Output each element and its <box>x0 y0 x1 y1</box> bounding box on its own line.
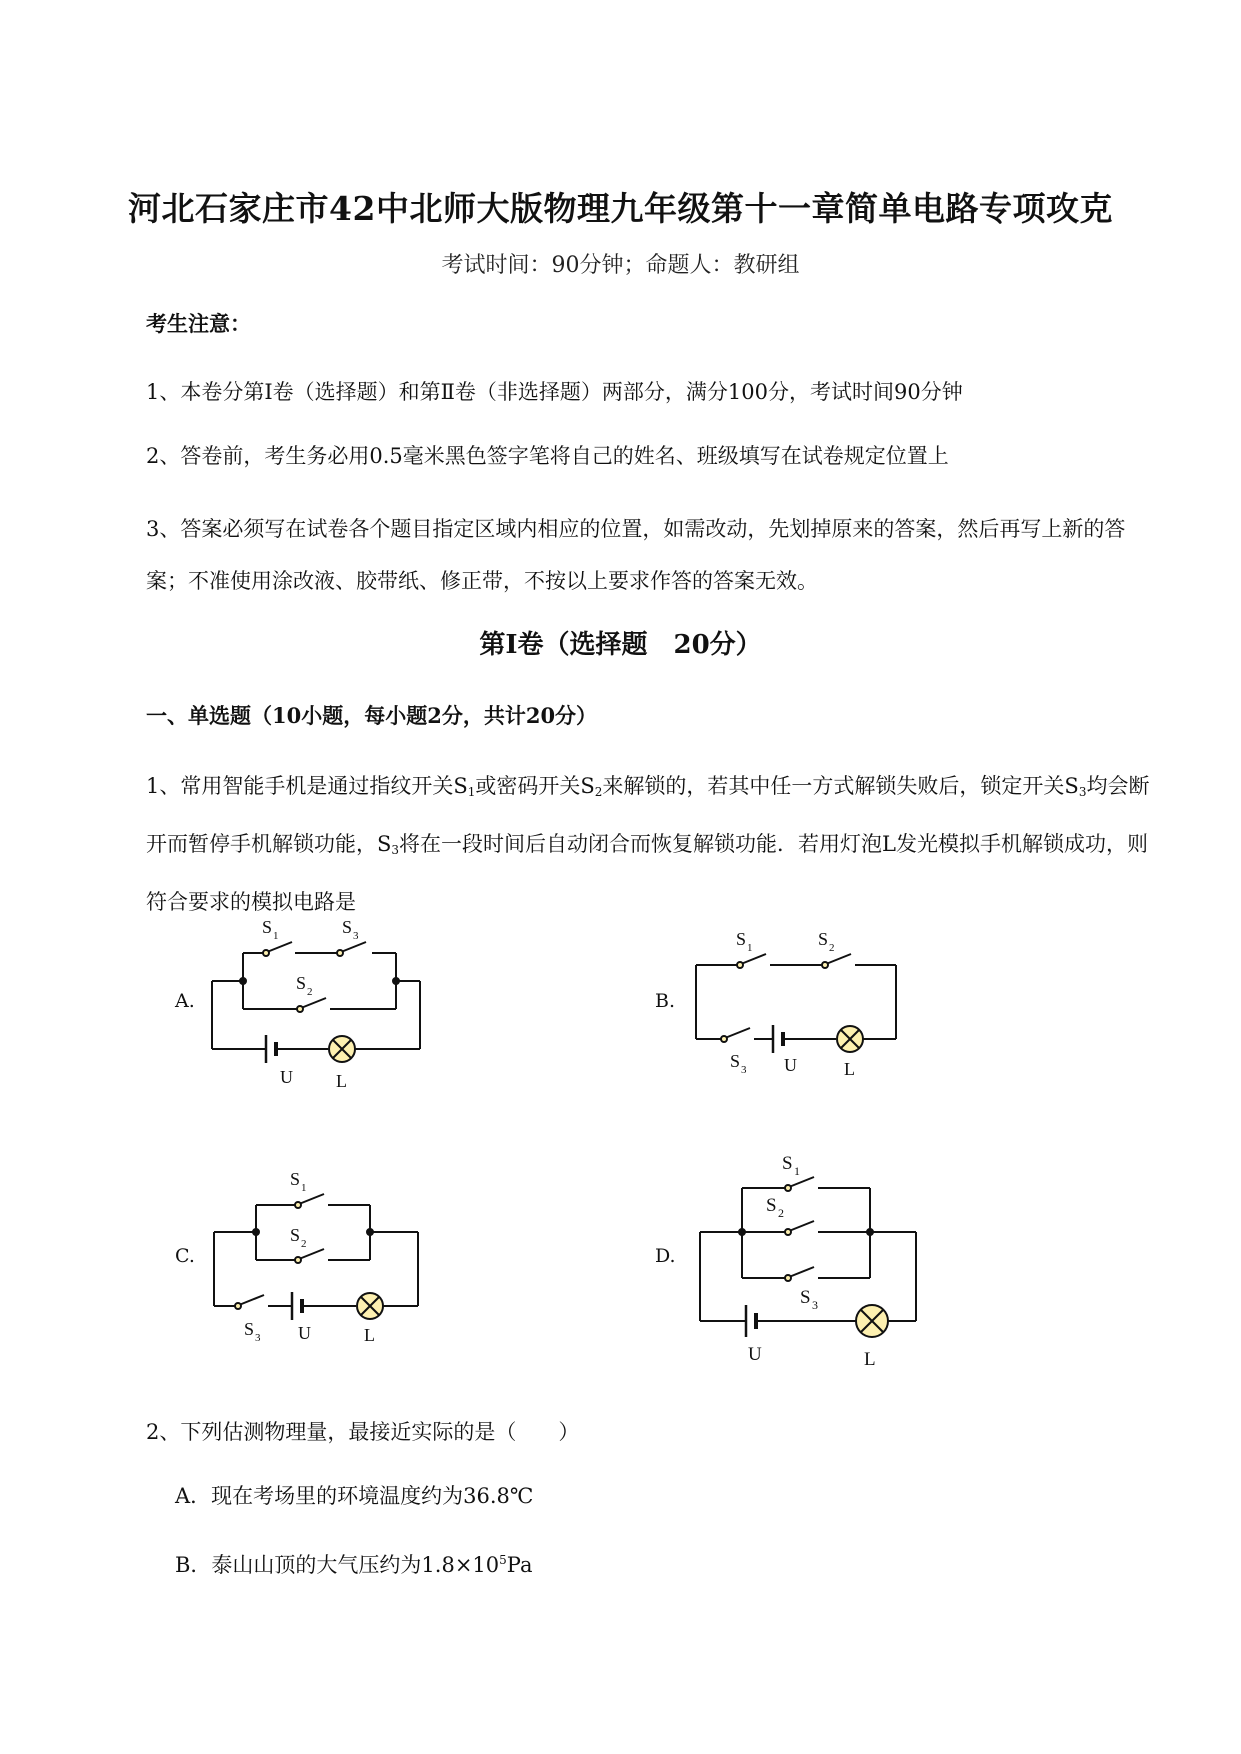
exam-info: 考试时间：90分钟；命题人：教研组 <box>441 253 800 278</box>
option-d-label: D. <box>655 1245 676 1267</box>
question-1-stem: 1、常用智能手机是通过指纹开关$S_1$或密码开关$S_2$来解锁的，若其中任一方式解锁失败后，锁定开关$S_3$均会断开而暂停手机解锁功能，$S_3$将在一段时间后自动闭合而恢复解锁功能．若用灯泡L发光模拟手机解锁成功，则符合要求的模拟电路是 <box>146 774 1150 914</box>
svg-text:L: L <box>364 1325 375 1345</box>
svg-text:U: U <box>748 1344 762 1365</box>
option-c-label: C. <box>175 1245 195 1267</box>
svg-text:3: 3 <box>741 1064 747 1076</box>
circuit-diagram-c <box>200 1155 440 1355</box>
option-a-label: A. <box>175 990 195 1012</box>
svg-text:S: S <box>342 917 353 937</box>
svg-text:S: S <box>736 929 747 949</box>
svg-text:U: U <box>280 1067 293 1087</box>
svg-text:1: 1 <box>273 930 279 942</box>
svg-text:S: S <box>782 1153 793 1174</box>
circuit-diagram-a <box>200 905 440 1095</box>
svg-text:1: 1 <box>794 1164 800 1178</box>
notice-item-1: 1、本卷分第I卷（选择题）和第Ⅱ卷（非选择题）两部分，满分100分，考试时间90分钟 <box>146 380 963 404</box>
notice-item-2: 2、答卷前，考生务必用0.5毫米黑色签字笔将自己的姓名、班级填写在试卷规定位置上 <box>146 444 949 468</box>
svg-text:3: 3 <box>255 1332 261 1344</box>
svg-text:L: L <box>864 1349 876 1370</box>
svg-text:S: S <box>766 1195 777 1216</box>
svg-text:L: L <box>336 1071 347 1091</box>
question-2-option-a: A．现在考场里的环境温度约为36.8℃ <box>175 1484 534 1508</box>
option-b-label: B. <box>655 990 676 1012</box>
svg-text:2: 2 <box>301 1238 307 1250</box>
notice-heading: 考生注意： <box>146 311 251 336</box>
svg-text:3: 3 <box>812 1298 818 1312</box>
svg-text:2: 2 <box>829 942 835 954</box>
circuit-diagram-d <box>680 1135 940 1375</box>
svg-text:1: 1 <box>301 1182 307 1194</box>
svg-text:S: S <box>290 1169 301 1189</box>
svg-text:S: S <box>800 1287 811 1308</box>
question-2-option-b: B．泰山山顶的大气压约为$1.8\times 10^5Pa$ <box>175 1553 533 1577</box>
svg-text:2: 2 <box>307 986 313 998</box>
svg-text:S: S <box>818 929 829 949</box>
svg-text:S: S <box>262 917 273 937</box>
svg-text:S: S <box>730 1051 741 1071</box>
circuit-diagram-b <box>680 905 920 1095</box>
question-2-stem: 2、下列估测物理量，最接近实际的是（ ） <box>146 1420 580 1444</box>
svg-text:U: U <box>784 1055 797 1075</box>
subsection-title: 一、单选题（10小题，每小题2分，共计20分） <box>146 703 598 728</box>
svg-text:3: 3 <box>353 930 359 942</box>
svg-text:2: 2 <box>778 1206 784 1220</box>
svg-text:L: L <box>844 1059 855 1079</box>
svg-text:S: S <box>296 973 307 993</box>
svg-text:U: U <box>298 1323 311 1343</box>
page-title: 河北石家庄市42中北师大版物理九年级第十一章简单电路专项攻克 <box>128 189 1113 228</box>
svg-text:S: S <box>290 1225 301 1245</box>
notice-item-3: 3、答案必须写在试卷各个题目指定区域内相应的位置，如需改动，先划掉原来的答案，然后再写上新的答案；不准使用涂改液、胶带纸、修正带，不按以上要求作答的答案无效。 <box>146 517 1126 593</box>
section-title: 第I卷（选择题 20分） <box>479 630 762 660</box>
svg-text:1: 1 <box>747 942 753 954</box>
svg-text:S: S <box>244 1319 255 1339</box>
